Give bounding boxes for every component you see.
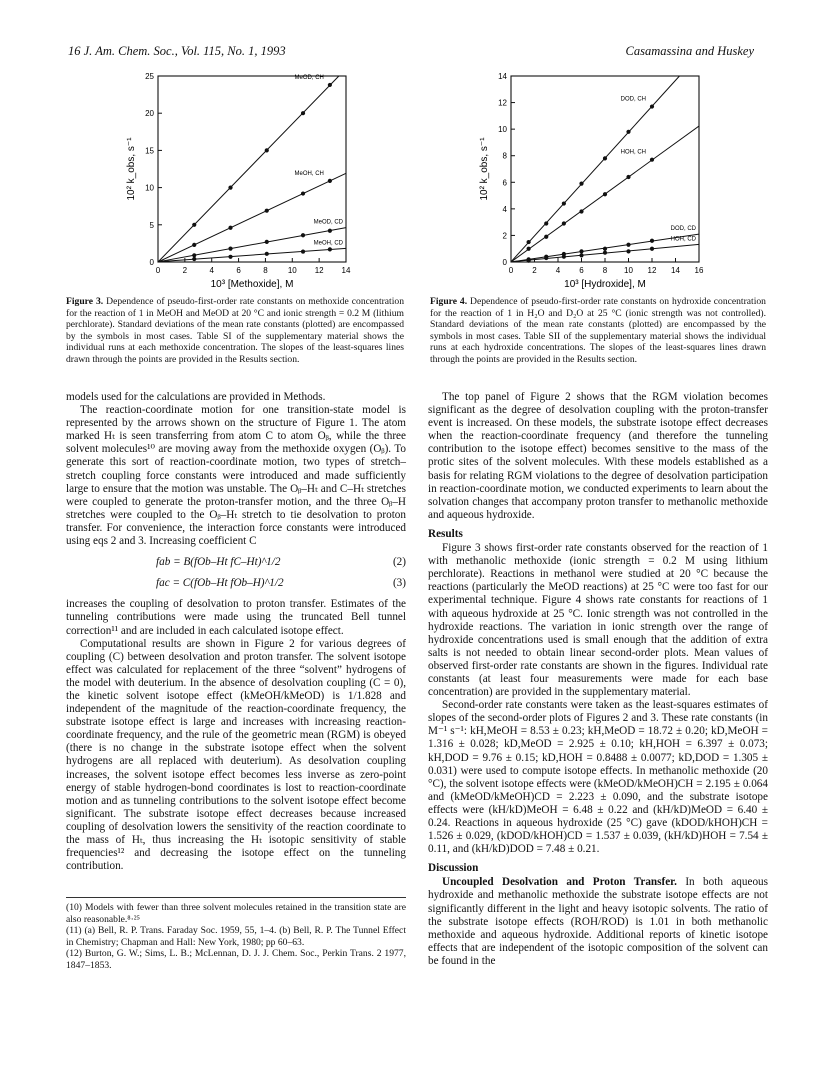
equation-2-number: (2) bbox=[392, 556, 406, 569]
data-point bbox=[328, 229, 332, 233]
y-tick-label: 25 bbox=[145, 72, 154, 81]
series-label: MeOH, CH bbox=[294, 170, 324, 177]
left-paragraph-4: Computational results are shown in Figure 2 for various degrees of coupling (C) between desolvation and proton transfer. The solvent isotope effect was calculated for replacement of the three “solvent” hydrogens of the model with deuterium. In the absence of desolvation coupling (C = 0), the kinetic solvent isotope effect (kMeOH/kMeOD) is 1/1.828 and independent of the magnitude of the reaction-coordinate frequency, the substrate isotope effect is large and increases with increasing reaction-coordinate frequency, and the rule of the geometric mean (RGM) is obeyed (there is no change in the substrate isotope effect when the solvent hydrogens are all replaced with deuterium). As desolvation coupling increases, the solvent isotope effect becomes less inverse as zero-point energy of stable hydrogen-bond coordinates is lost to reaction-coordinate motion and as tunneling contributions to the solvent isotope effect become significant. The substrate isotope effect decreases because increased coupling of desolvation lowers the sensitivity of the reaction coordinate to the mass of Hₜ, thus increasing the Hₜ isotopic sensitivity of stable frequencies¹² and decreasing the isotope effect on the tunneling contribution. bbox=[66, 637, 406, 873]
series-label: MeOD, CD bbox=[313, 219, 343, 226]
series-label: MeOH, CD bbox=[313, 240, 343, 247]
x-tick-label: 10 bbox=[287, 266, 297, 275]
data-point bbox=[603, 192, 607, 196]
y-tick-label: 6 bbox=[502, 178, 507, 188]
data-point bbox=[301, 233, 305, 237]
figure-3-label: Figure 3. bbox=[66, 296, 104, 307]
figure-3-caption-text: Dependence of pseudo-first-order rate constants on methoxide concentration for the reaction of 1 in MeOH and MeOD at 20 °C and ionic strength = 0.2 M (lithium perchlorate). Standard deviations of the mean rate constants (plotted) are encompassed by the symbols in most cases. Table SI of the supplementary material shows the individual runs at each methoxide concentration. The slopes of the least-squares lines drawn through the points are provided in the Results section. bbox=[66, 296, 404, 365]
data-point bbox=[650, 158, 654, 162]
series-label: MeOD, CH bbox=[294, 74, 324, 81]
data-point bbox=[328, 83, 332, 87]
equation-3-text: fac = C(fOb–Ht fOb–H)^1/2 bbox=[156, 577, 284, 590]
x-tick-label: 12 bbox=[647, 266, 657, 275]
running-header-right: Casamassina and Huskey bbox=[625, 44, 754, 58]
data-point bbox=[527, 247, 531, 251]
plot-frame bbox=[158, 76, 346, 262]
right-paragraph-3: Second-order rate constants were taken as the least-squares estimates of slopes of the second-order plots of Figures 2 and 3. These rate constants (in M⁻¹ s⁻¹: kH,MeOH = 8.53 ± 0.23; kH,MeOD = 18.72 ± 0.20; kD,MeOH = 1.316 ± 0.028; kD,MeOD = 2.925 ± 0.10; kH,HOH = 6.397 ± 0.073; kH,DOD = 9.76 ± 0.15; kD,HOH = 0.8488 ± 0.0077; kD,DOD = 1.305 ± 0.031) were used to compute isotope effects. In methanolic methoxide (20 °C), the solvent isotope effects were (kMeOD/kMeOH)CH = 2.195 ± 0.064 and (kMeOD/kMeOH)CD = 2.223 ± 0.090, and the substrate isotope effects were (kH/kD)MeOH = 6.48 ± 0.22 and (kH/kD)MeOD = 6.40 ± 0.24. Reactions in aqueous hydroxide (25 °C) gave (kDOD/kHOH)CH = 1.526 ± 0.029, (kDOD/kHOH)CD = 1.537 ± 0.039, (kH/kD)HOH = 7.54 ± 0.11, and (kH/kD)DOD = 7.48 ± 0.21. bbox=[428, 699, 768, 856]
x-tick-label: 2 bbox=[532, 266, 537, 275]
left-paragraph-2: The reaction-coordinate motion for one transition-state model is represented by the arrows shown on the structure of Figure 1. The atom marked Hₜ is seen transferring from atom C to atom Oᵦ, while the three solvent molecules¹⁰ are moving away from the methoxide oxygen (Oᵦ). To generate this sort of reaction-coordinate motion, two types of stretch–stretch coupling force constants were introduced and made sufficiently large to ensure that the motion was unstable. The Oᵦ–Hₜ and C–Hₜ stretches were coupled to generate the proton-transfer motion, and the three Oᵦ–H stretches were coupled to the Oᵦ–Hₜ stretch to tie desolvation to proton transfer. For convenience, the interaction force constants were introduced using eqs 2 and 3. Increasing coefficient C bbox=[66, 404, 406, 548]
figure-3-caption bbox=[66, 296, 404, 366]
data-point bbox=[579, 249, 583, 253]
data-point bbox=[328, 247, 332, 251]
data-point bbox=[301, 111, 305, 115]
data-point bbox=[544, 235, 548, 239]
figure-4-caption-text: Dependence of pseudo-first-order rate constants on hydroxide concentration for the reaction of 1 in H₂O and D₂O at 25 °C (ionic strength was not controlled). Standard deviations of the mean rate constants (plotted) are encompassed by the symbols in most cases. Table SII of the supplementary material shows the individual runs at each hydroxide concentrations. The slopes of the least-squares lines drawn through the points are provided in the Results section. bbox=[430, 296, 766, 365]
data-point bbox=[192, 253, 196, 257]
y-tick-label: 14 bbox=[498, 72, 507, 81]
y-axis-label: 10² k_obs, s⁻¹ bbox=[126, 137, 137, 201]
x-tick-label: 4 bbox=[555, 266, 561, 275]
x-tick-label: 4 bbox=[209, 266, 214, 275]
y-tick-label: 15 bbox=[145, 146, 154, 156]
data-point bbox=[192, 223, 196, 227]
x-tick-label: 6 bbox=[236, 266, 241, 275]
x-axis-label: 10³ [Methoxide], M bbox=[210, 279, 294, 290]
results-heading: Results bbox=[428, 527, 463, 540]
footnote-11: (11) (a) Bell, R. P. Trans. Faraday Soc. 1959, 55, 1–4. (b) Bell, R. P. The Tunnel Effect in Chemistry; Chapman and Hall: New York, 1980; pp 60–63. bbox=[66, 925, 406, 948]
data-point bbox=[228, 255, 232, 259]
figure-4-chart bbox=[470, 66, 710, 294]
x-tick-label: 0 bbox=[508, 266, 514, 275]
footnote-10: (10) Models with fewer than three solvent molecules retained in the transition state are also reasonable.⁸·²⁵ bbox=[66, 902, 406, 925]
data-point bbox=[265, 240, 269, 244]
right-paragraph-1: The top panel of Figure 2 shows that the RGM violation becomes significant as the degree of desolvation coupling with the proton-transfer event is increased. On these models, the substrate isotope effect decreases when the reaction-coordinate frequency (and therefore the tunneling contribution to the isotope effect) becomes sensitive to the mass of the protic sites of the solvent molecules. With these models established as a basis for relating RGM violations to the degree of desolvation participation in reaction-coordinate motion, we conducted experiments to learn about the solvation changes that accompany proton transfer to methanolic methoxide and aqueous hydroxide. bbox=[428, 391, 768, 521]
data-point bbox=[603, 156, 607, 160]
series-line bbox=[158, 170, 346, 262]
x-tick-label: 16 bbox=[694, 266, 704, 275]
equation-2 bbox=[66, 556, 406, 569]
x-tick-label: 6 bbox=[579, 266, 584, 275]
data-point bbox=[562, 221, 566, 225]
plot-frame bbox=[511, 76, 699, 262]
right-paragraph-2: Figure 3 shows first-order rate constants observed for the reaction of 1 with methanolic methoxide (ionic strength = 0.2 M using lithium perchlorate). Reactions in methanol were studied at 20 °C because the reactions (particularly the MeOD reactions) at 25 °C were too fast for our experimental technique. Figure 4 shows rate constants for reactions of 1 with aqueous hydroxide at 25 °C. Ionic strength was not controlled in the hydroxide reactions. The variation in ionic strength over the range of hydroxide concentrations used is small enough that the addition of extra salts is not needed to obtain linear second-order plots. Mean values of observed first-order rate constants are shown in the figures. Individual rate constants (at least four measurements were made for each base concentration) are provided in the supplementary material. bbox=[428, 542, 768, 699]
left-paragraph-3: increases the coupling of desolvation to proton transfer. Estimates of the tunneling contributions were made using the truncated Bell tunnel correction¹¹ and are included in each calculated isotope effect. bbox=[66, 598, 406, 637]
data-point bbox=[301, 249, 305, 253]
y-tick-label: 12 bbox=[498, 98, 507, 108]
data-point bbox=[579, 209, 583, 213]
left-paragraph-1: models used for the calculations are provided in Methods. bbox=[66, 391, 326, 403]
y-tick-label: 2 bbox=[502, 231, 507, 241]
right-column bbox=[428, 391, 768, 968]
x-tick-label: 14 bbox=[671, 266, 680, 275]
footnote-12: (12) Burton, G. W.; Sims, L. B.; McLennan, D. J. J. Chem. Soc., Perkin Trans. 2 1977, 1847–1853. bbox=[66, 948, 406, 971]
x-tick-label: 8 bbox=[263, 266, 268, 275]
footnotes bbox=[66, 897, 406, 972]
y-tick-label: 5 bbox=[149, 220, 154, 230]
x-tick-label: 8 bbox=[602, 266, 608, 275]
data-point bbox=[626, 175, 630, 179]
data-point bbox=[579, 253, 583, 257]
data-point bbox=[192, 257, 196, 261]
data-point bbox=[562, 201, 566, 205]
data-point bbox=[301, 191, 305, 195]
y-tick-label: 10 bbox=[145, 183, 154, 193]
left-column bbox=[66, 391, 406, 873]
data-point bbox=[626, 243, 630, 247]
y-tick-label: 8 bbox=[502, 151, 507, 161]
data-point bbox=[544, 221, 548, 225]
data-point bbox=[544, 256, 548, 260]
data-point bbox=[626, 130, 630, 134]
data-point bbox=[527, 240, 531, 244]
running-header-left: 16 J. Am. Chem. Soc., Vol. 115, No. 1, 1993 bbox=[68, 44, 286, 58]
equation-2-text: fab = B(fOb–Ht fC–Ht)^1/2 bbox=[156, 556, 281, 569]
x-tick-label: 12 bbox=[314, 266, 324, 275]
series-label: DOD, CD bbox=[670, 226, 696, 233]
right-paragraph-4: In both aqueous hydroxide and methanolic methoxide the substrate isotope effects are not significantly different in the light and heavy isotopic solvents. The ratio of the substrate isotope effects (ROH/ROD) is 1.01 in both methanolic methoxide and aqueous hydroxide. Additional reports of kinetic isotope effects that are independent of the isotopic composition of the solvent can be found in the bbox=[428, 876, 769, 967]
x-axis-label: 10³ [Hydroxide], M bbox=[564, 279, 646, 290]
x-tick-label: 2 bbox=[182, 266, 188, 275]
x-tick-label: 14 bbox=[341, 266, 351, 275]
data-point bbox=[579, 182, 583, 186]
data-point bbox=[265, 252, 269, 256]
y-tick-label: 20 bbox=[145, 109, 154, 119]
figure-4-label: Figure 4. bbox=[430, 296, 468, 307]
series-label: DOD, CH bbox=[620, 96, 646, 103]
y-tick-label: 10 bbox=[498, 125, 507, 135]
x-tick-label: 10 bbox=[624, 266, 633, 275]
series-line bbox=[511, 76, 679, 262]
figure-3-chart bbox=[100, 66, 380, 294]
figure-4-caption bbox=[430, 296, 766, 366]
data-point bbox=[228, 247, 232, 251]
data-point bbox=[192, 243, 196, 247]
data-point bbox=[603, 247, 607, 251]
data-point bbox=[265, 148, 269, 152]
equation-3-number: (3) bbox=[392, 577, 406, 590]
data-point bbox=[562, 255, 566, 259]
data-point bbox=[265, 209, 269, 213]
data-point bbox=[527, 259, 531, 263]
series-line bbox=[158, 248, 346, 261]
series-label: HOH, CH bbox=[620, 149, 646, 156]
data-point bbox=[650, 247, 654, 251]
data-point bbox=[228, 186, 232, 190]
x-tick-label: 0 bbox=[155, 266, 161, 275]
data-point bbox=[650, 104, 654, 108]
data-point bbox=[650, 239, 654, 243]
y-axis-label: 10² k_obs, s⁻¹ bbox=[479, 137, 490, 201]
series-label: HOH, CD bbox=[670, 236, 696, 243]
discussion-heading: Discussion bbox=[428, 862, 479, 875]
data-point bbox=[228, 226, 232, 230]
uncoupled-subheading: Uncoupled Desolvation and Proton Transfer. bbox=[442, 876, 677, 889]
data-point bbox=[603, 251, 607, 255]
equation-3 bbox=[66, 577, 406, 590]
y-tick-label: 0 bbox=[149, 258, 154, 267]
y-tick-label: 4 bbox=[502, 204, 507, 214]
y-tick-label: 0 bbox=[502, 258, 507, 267]
data-point bbox=[328, 179, 332, 183]
data-point bbox=[626, 249, 630, 253]
